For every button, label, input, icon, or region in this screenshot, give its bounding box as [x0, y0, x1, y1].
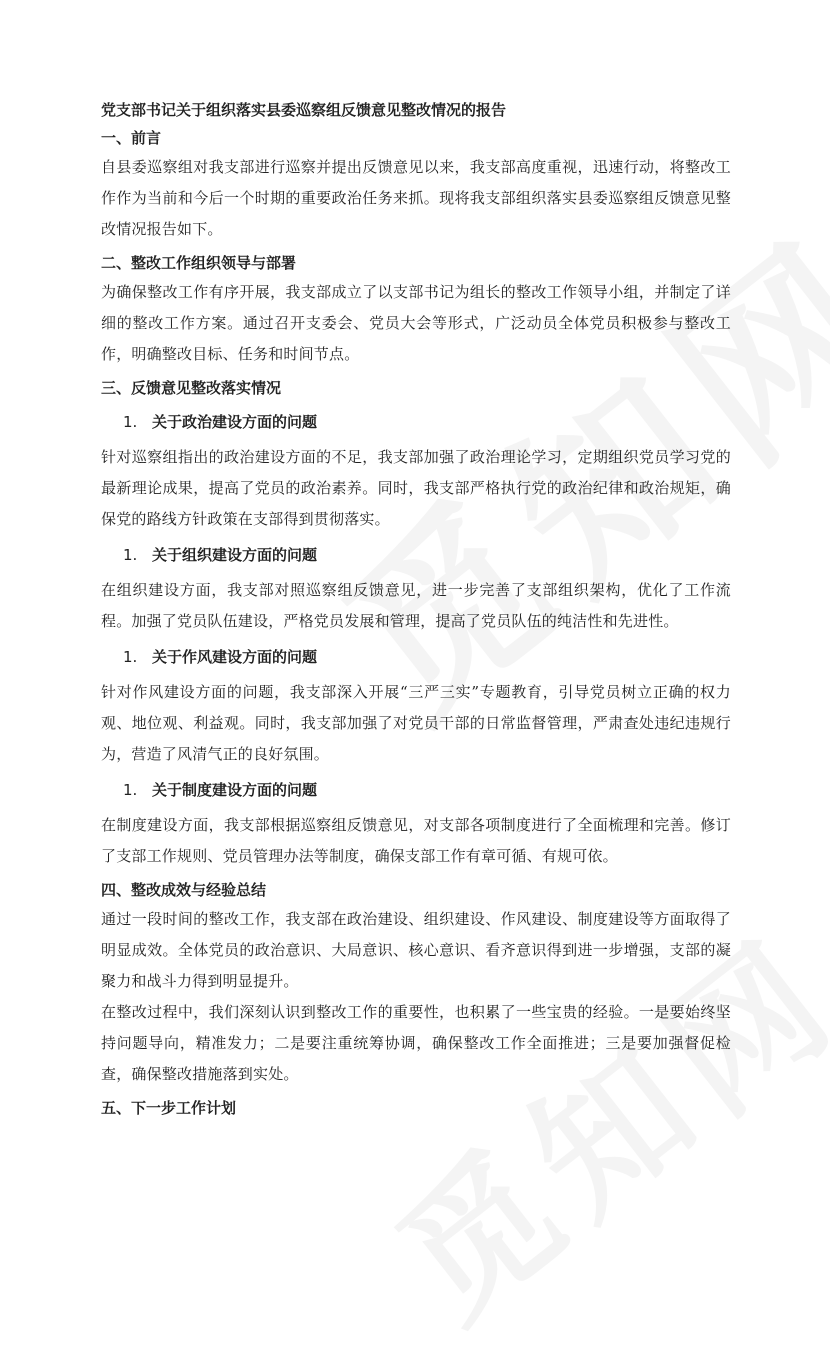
- list-number: 1.: [123, 546, 138, 564]
- section-heading-results: 四、整改成效与经验总结: [101, 881, 267, 899]
- subsection-heading-organizational: [101, 535, 731, 575]
- subsection-title: 关于组织建设方面的问题: [152, 546, 318, 564]
- list-number: 1.: [123, 413, 138, 431]
- paragraph-preface: 自县委巡察组对我支部进行巡察并提出反馈意见以来，我支部高度重视，迅速行动，将整改工作作为当前和今后一个时期的重要政治任务来抓。现将我支部组织落实县委巡察组反馈意见整改情况报告如下。: [101, 158, 731, 238]
- paragraph-political: 针对巡察组指出的政治建设方面的不足，我支部加强了政治理论学习，定期组织党员学习党的最新理论成果，提高了党员的政治素养。同时，我支部严格执行党的政治纪律和政治规矩，确保党的路线方针政策在支部得到贯彻落实。: [101, 448, 731, 528]
- section-heading-rectification: 三、反馈意见整改落实情况: [101, 379, 282, 397]
- paragraph-organization: 为确保整改工作有序开展，我支部成立了以支部书记为组长的整改工作领导小组，并制定了详细的整改工作方案。通过召开支委会、党员大会等形式，广泛动员全体党员积极参与整改工作，明确整改目标、任务和时间节点。: [101, 283, 731, 363]
- subsection-heading-institutional: [101, 770, 731, 810]
- subsection-heading-political: [101, 402, 731, 442]
- section-heading-preface: 一、前言: [101, 129, 162, 147]
- list-number: 1.: [123, 648, 138, 666]
- paragraph-institutional: 在制度建设方面，我支部根据巡察组反馈意见，对支部各项制度进行了全面梳理和完善。修订了支部工作规则、党员管理办法等制度，确保支部工作有章可循、有规可依。: [101, 816, 731, 865]
- document-title: 党支部书记关于组织落实县委巡察组反馈意见整改情况的报告: [101, 101, 507, 119]
- paragraph-style: 针对作风建设方面的问题，我支部深入开展“三严三实”专题教育，引导党员树立正确的权力观、地位观、利益观。同时，我支部加强了对党员干部的日常监督管理，严肃查处违纪违规行为，营造了风清气正的良好氛围。: [101, 683, 731, 763]
- section-heading-organization: 二、整改工作组织领导与部署: [101, 254, 297, 272]
- paragraph-organizational: 在组织建设方面，我支部对照巡察组反馈意见，进一步完善了支部组织架构，优化了工作流程。加强了党员队伍建设，严格党员发展和管理，提高了党员队伍的纯洁性和先进性。: [101, 581, 731, 630]
- paragraph-results: 通过一段时间的整改工作，我支部在政治建设、组织建设、作风建设、制度建设等方面取得了明显成效。全体党员的政治意识、大局意识、核心意识、看齐意识得到进一步增强，支部的凝聚力和战斗力得到明显提升。: [101, 910, 731, 990]
- subsection-title: 关于政治建设方面的问题: [152, 413, 318, 431]
- subsection-title: 关于制度建设方面的问题: [152, 781, 318, 799]
- list-number: 1.: [123, 781, 138, 799]
- subsection-heading-style: [101, 637, 731, 677]
- document-body: [101, 96, 731, 1122]
- section-heading-next-steps: 五、下一步工作计划: [101, 1099, 237, 1117]
- paragraph-experience: 在整改过程中，我们深刻认识到整改工作的重要性，也积累了一些宝贵的经验。一是要始终坚持问题导向，精准发力；二是要注重统筹协调，确保整改工作全面推进；三是要加强督促检查，确保整改措施落到实处。: [101, 1003, 731, 1083]
- subsection-title: 关于作风建设方面的问题: [152, 648, 318, 666]
